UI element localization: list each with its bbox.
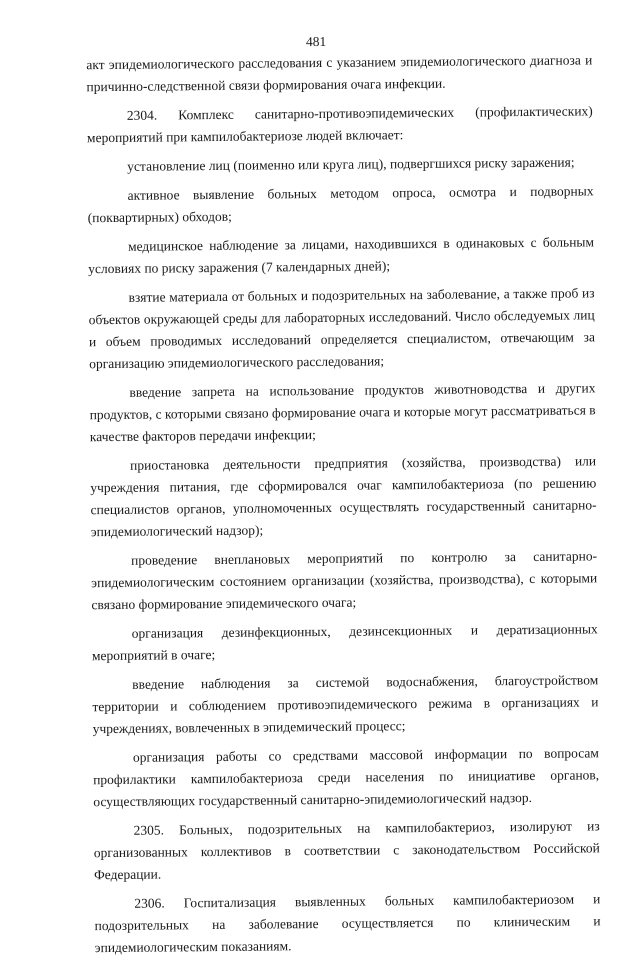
paragraph-2305: 2305. Больных, подозрительных на кампилобактериоз, изолируют из организованных коллективов в соответствии с законодательством Российской Федерации. [93, 818, 600, 883]
list-item: организация дезинфекционных, дезинсекционных и дератизационных мероприятий в очаге; [91, 621, 598, 664]
list-item: введение наблюдения за системой водоснабжения, благоустройством территории и соблюдением противоэпидемического режима в организациях и учреждениях, вовлеченных в эпидемический процесс; [92, 672, 599, 737]
list-item: взятие материала от больных и подозрительных на заболевание, а также проб из объектов окружающей среды для лабораторных исследований. Число обследуемых лиц и объем проводимых исследований определяется специалистом, отвечающим за организацию эпидемиологического расследования; [88, 285, 595, 372]
page-number: 481 [305, 33, 327, 50]
paragraph-2304: 2304. Комплекс санитарно-противоэпидемических (профилактических) мероприятий при кампилобактериозе людей включает: [86, 103, 593, 146]
list-item: организация работы со средствами массовой информации по вопросам профилактики кампилобактериоза среди населения по инициативе органов, осуществляющих государственный санитарно-эпидемиологический надзор. [93, 745, 600, 810]
paragraph: акт эпидемиологического расследования с указанием эпидемиологического диагноза и причинно-следственной связи формирования очага инфекции. [86, 52, 593, 95]
body-text [86, 49, 601, 966]
list-item: активное выявление больных методом опроса, осмотра и подворных (поквартирных) обходов; [87, 183, 594, 226]
list-item: установление лиц (поименно или круга лиц), подвергшихся риску заражения; [127, 154, 575, 174]
list-item: проведение внеплановых мероприятий по контролю за санитарно-эпидемиологическим состоянием организации (хозяйства, производства), с которыми связано формирование эпидемического очага; [91, 548, 598, 613]
paragraph-2306: 2306. Госпитализация выявленных больных кампилобактериозом и подозрительных на заболевание осуществляется по клиническим и эпидемиологическим показаниям. [94, 891, 601, 956]
list-item: медицинское наблюдение за лицами, находившихся в одинаковых с больным условиях по риску заражения (7 календарных дней); [88, 234, 595, 277]
list-item: введение запрета на использование продуктов животноводства и других продуктов, с которыми связано формирование очага и которые могут рассматриваться в качестве факторов передачи инфекции; [89, 380, 596, 445]
list-item: приостановка деятельности предприятия (хозяйства, производства) или учреждения питания, где сформировался очаг кампилобактериоза (по решению специалистов органов, уполномоченных осуществлять государственный санитарно-эпидемиологический надзор); [90, 453, 597, 540]
